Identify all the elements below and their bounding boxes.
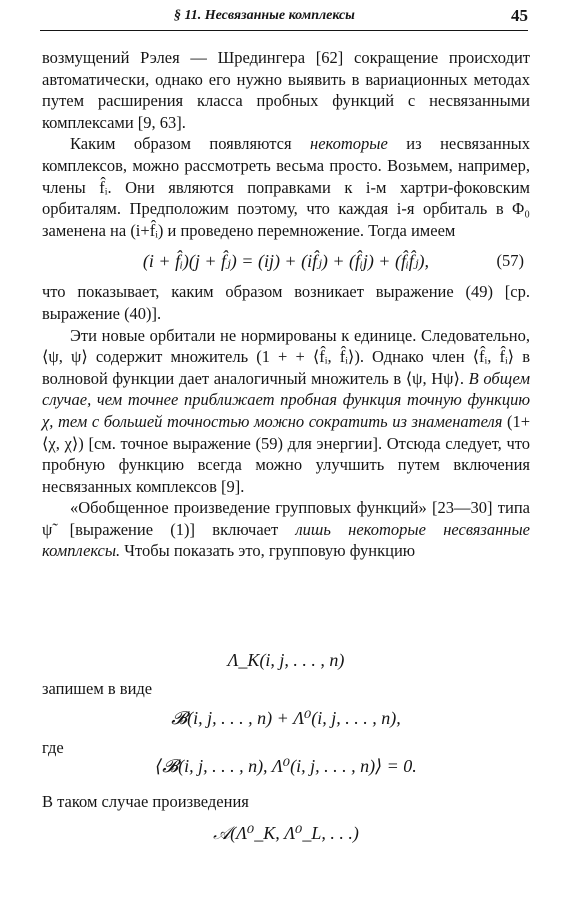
equation-57-number: (57) (496, 251, 524, 271)
paragraph-2: Каким образом появляются некоторые из несвязанных комплексов, можно рассмотреть весьма просто. Возьмем, например, члены f̂ᵢ. Они являются поправками к i-м хартри-фоковским орбиталям. Предположим поэтому, что каждая i-я орбиталь в Φ₀ заменена на (i+f̂ᵢ) и проведено перемножение. Тогда имеем (42, 134, 530, 240)
math-split: 𝓑(i, j, . . . , n) + Λ⁰(i, j, . . . , n), (171, 708, 401, 728)
paragraph-1: возмущений Рэлея — Шредингера [62] сокращение происходит автоматически, однако его нужно выявить в вариационных методах путем расширения класса пробных функций с несвязанными комплексами [9, 63]. (42, 48, 530, 132)
math-orthogonality: ⟨𝓑(i, j, . . . , n), Λ⁰(i, j, . . . , n)⟩ = 0. (155, 756, 417, 776)
paragraph-8: В таком случае произведения (42, 792, 249, 811)
page-number: 45 (511, 6, 528, 25)
equation-57 (42, 241, 530, 281)
paragraph-6: запишем в виде (42, 679, 153, 698)
paragraph-4: Эти новые орбитали не нормированы к единице. Следовательно, ⟨ψ, ψ⟩ содержит множитель (1 + + ⟨f̂ᵢ, f̂ᵢ⟩). Однако член ⟨f̂ᵢ, f̂ᵢ⟩ в волновой функции дает аналогичный множитель в ⟨ψ, Hψ⟩. В общем случае, чем точнее приближает пробная функция точную функцию χ, тем с большей точностью можно сократить из знаменателя (1+⟨χ, χ⟩) [см. точное выражение (59) для энергии]. Отсюда следует, что пробную функцию всегда можно улучшить путем включения несвязанных комплексов [9]. (42, 325, 531, 496)
math-lambda-k: Λ_K(i, j, . . . , n) (227, 650, 345, 670)
body-text (42, 47, 530, 562)
running-header (40, 6, 528, 30)
math-product: 𝒜(Λ⁰_K, Λ⁰_L, . . .) (213, 823, 359, 843)
header-rule (40, 30, 528, 31)
paragraph-7: где (42, 738, 64, 757)
paragraph-3: что показывает, каким образом возникает выражение (49) [ср. выражение (40)]. (42, 282, 530, 323)
paragraph-5: «Обобщенное произведение групповых функций» [23—30] типа ψ̃ [выражение (1)] включает лишь некоторые несвязанные комплексы. Чтобы показать это, групповую функцию (42, 498, 530, 561)
equation-57-formula: (i + f̂ᵢ)(j + f̂ⱼ) = (ij) + (if̂ⱼ) + (f̂ᵢj) + (f̂ᵢf̂ⱼ), (142, 251, 430, 272)
section-title: § 11. Несвязанные комплексы (174, 8, 355, 23)
